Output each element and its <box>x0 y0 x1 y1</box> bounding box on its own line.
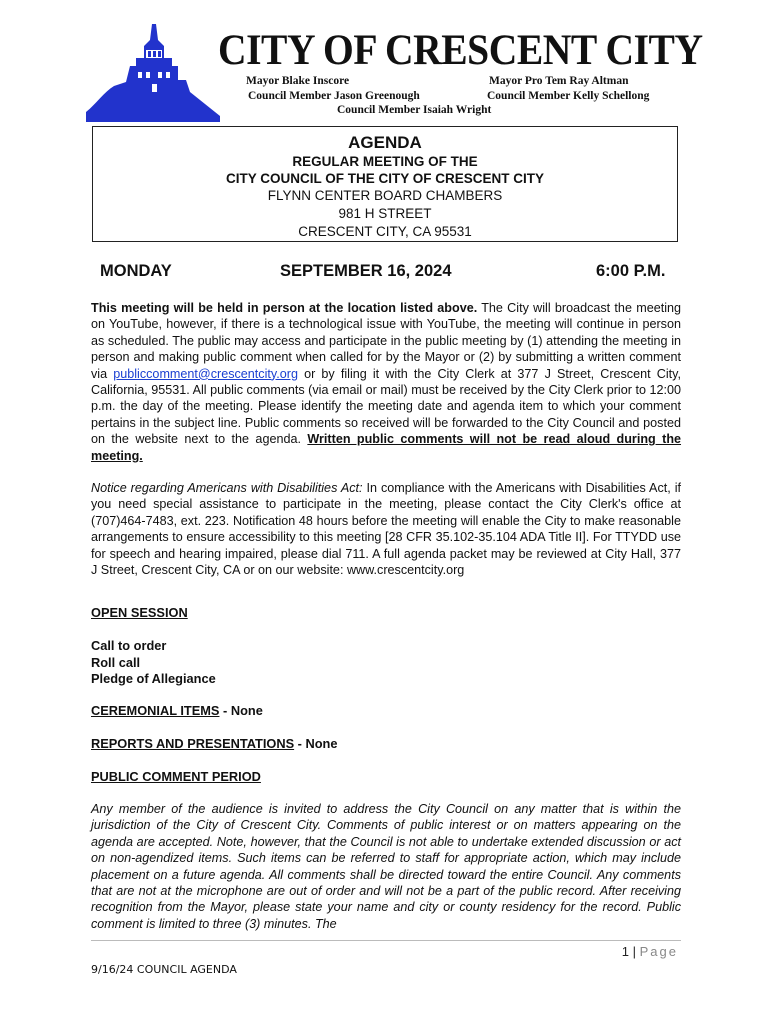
ceremonial-items-value: - None <box>219 703 263 718</box>
agenda-location: FLYNN CENTER BOARD CHAMBERS <box>267 188 503 203</box>
agenda-line-2: CITY COUNCIL OF THE CITY OF CRESCENT CITY <box>225 171 545 186</box>
open-session-heading: OPEN SESSION <box>91 605 188 620</box>
mayor-name: Mayor Blake Inscore <box>246 75 350 87</box>
ada-lead: Notice regarding Americans with Disabilities Act: <box>91 481 363 495</box>
mayor-pro-tem-name: Mayor Pro Tem Ray Altman <box>489 75 629 87</box>
agenda-line-1: REGULAR MEETING OF THE <box>292 154 478 169</box>
ada-text: In compliance with the Americans with Disabilities Act, if you need special assistance to participate in the meeting, please contact the City Clerk's office at (707)464-7483, ext. 223. Notification 48 hours before the meeting will enable the City to make reasonable arrangements to ensure accessibility to this meeting [28 CFR 35.102-35.104 ADA Title II]. For TTYDD use for speech and hearing impaired, please dial 711. A full agenda packet may be reviewed at City Hall, 377 J Street, Crescent City, CA or on our website: www.crescentcity.org <box>91 481 682 578</box>
call-to-order: Call to order <box>91 638 167 653</box>
agenda-street: 981 H STREET <box>338 206 432 221</box>
lighthouse-logo <box>86 20 220 122</box>
ada-paragraph <box>91 480 681 578</box>
meeting-day: MONDAY <box>100 262 172 280</box>
page-label: Page <box>639 944 678 959</box>
council-member-1: Council Member Jason Greenough <box>248 90 420 102</box>
meeting-date: SEPTEMBER 16, 2024 <box>280 262 452 280</box>
reports-value: - None <box>294 736 338 751</box>
public-comment-paragraph: Any member of the audience is invited to address the City Council on any matter that is within the jurisdiction of the City of Crescent City. Comments of public interest or on matters appearing on the agenda are accepted. Note, however, that the Council is not able to undertake extended discussion or act on non-agendized items. Such items can be referred to staff for appropriate action, which may include placement on a future agenda. All comments shall be directed toward the entire Council. Any comments that are not at the microphone are out of order and will not be a part of the public record. After receiving recognition from the Mayor, please state your name and city or county residency for the record. Public comment is limited to three (3) minutes. The <box>91 802 681 931</box>
agenda-box <box>92 126 678 242</box>
intro-closing: Written public comments will not be read aloud during the meeting. <box>91 432 682 463</box>
roll-call: Roll call <box>91 655 141 670</box>
intro-paragraph <box>91 300 681 464</box>
reports-heading <box>91 736 337 751</box>
city-title: CITY OF CRESCENT CITY <box>218 27 703 74</box>
council-member-2: Council Member Kelly Schellong <box>487 90 650 102</box>
ceremonial-items-heading <box>91 703 263 718</box>
footer-document-name: 9/16/24 COUNCIL AGENDA <box>91 963 237 976</box>
intro-lead: This meeting will be held in person at the location listed above. <box>91 301 478 315</box>
council-member-3: Council Member Isaiah Wright <box>337 104 492 116</box>
meeting-time: 6:00 P.M. <box>596 262 666 280</box>
page-number: 1 | Page <box>621 944 678 959</box>
public-comment-heading: PUBLIC COMMENT PERIOD <box>91 769 261 784</box>
reports-label: REPORTS AND PRESENTATIONS <box>91 736 295 751</box>
footer-divider <box>91 940 681 941</box>
ceremonial-items-label: CEREMONIAL ITEMS <box>91 703 220 718</box>
intro-text-b: or by filing it with the City Clerk at 377 J Street, Crescent City, California, 95531. All public comments (via email or mail) must be received by the City Clerk prior to 12:00 p.m. the day of the meeting. Please identify the meeting date and agenda item to which your comment pertains in the subject line. Public comments so received will be forwarded to the City Council and posted on the website next to the agenda. <box>91 366 681 447</box>
agenda-title: AGENDA <box>348 133 422 152</box>
agenda-city: CRESCENT CITY, CA 95531 <box>298 224 472 239</box>
page-number-value: 1 <box>621 944 630 959</box>
intro-text-a: The City will broadcast the meeting on YouTube, however, if there is a technological issue with YouTube, the meeting will continue in person as scheduled. The public may access and participate in the public meeting by (1) attending the meeting in person and making public comment when called for by the Mayor or (2) by submitting a written comment via <box>91 301 682 381</box>
pledge-of-allegiance: Pledge of Allegiance <box>91 671 216 686</box>
public-comment-email-link[interactable]: publiccomment@crescentcity.org <box>113 366 298 381</box>
